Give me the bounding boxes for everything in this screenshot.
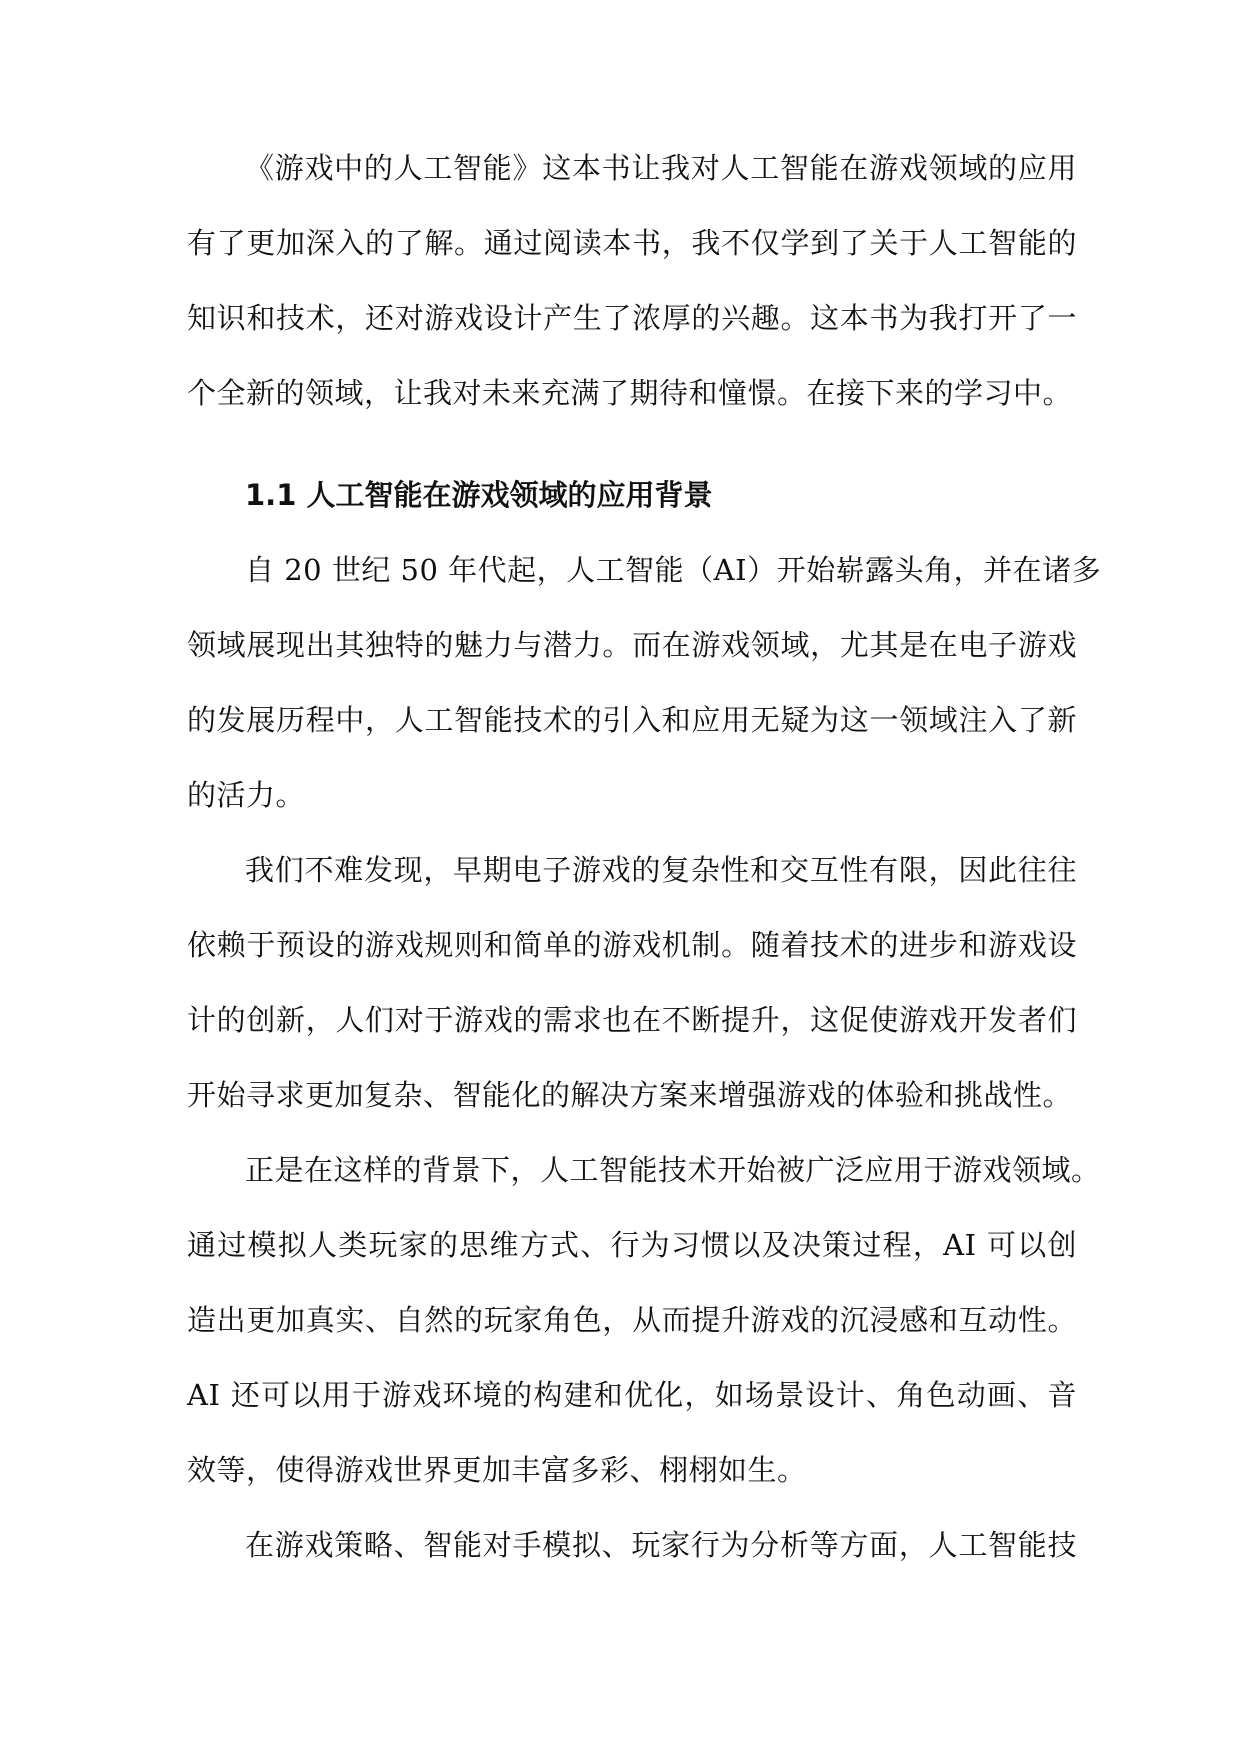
text-line: 依赖于预设的游戏规则和简单的游戏机制。随着技术的进步和游戏设 [187,928,1077,962]
paragraph-4 [187,1508,1077,1583]
text-line: AI 还可以用于游戏环境的构建和优化，如场景设计、角色动画、音 [187,1378,1077,1412]
paragraph-3 [187,1133,1101,1508]
text-line: 造出更加真实、自然的玩家角色，从而提升游戏的沉浸感和互动性。 [187,1303,1077,1337]
text-line: 个全新的领域，让我对未来充满了期待和憧憬。在接下来的学习中。 [187,376,1073,410]
text-line: 在游戏策略、智能对手模拟、玩家行为分析等方面，人工智能技 [245,1528,1077,1562]
text-line: 我们不难发现，早期电子游戏的复杂性和交互性有限，因此往往 [245,853,1077,887]
text-line: 领域展现出其独特的魅力与潜力。而在游戏领域，尤其是在电子游戏 [187,628,1077,662]
section-heading: 1.1 人工智能在游戏领域的应用背景 [245,478,713,512]
text-line: 知识和技术，还对游戏设计产生了浓厚的兴趣。这本书为我打开了一 [187,301,1077,335]
text-line: 的活力。 [187,778,306,812]
paragraph-1 [187,533,1102,833]
document-body [187,131,1102,1583]
text-line: 通过模拟人类玩家的思维方式、行为习惯以及决策过程，AI 可以创 [187,1228,1077,1262]
text-line: 的发展历程中，人工智能技术的引入和应用无疑为这一领域注入了新 [187,703,1077,737]
text-line: 《游戏中的人工智能》这本书让我对人工智能在游戏领域的应用 [245,151,1077,185]
text-line: 计的创新，人们对于游戏的需求也在不断提升，这促使游戏开发者们 [187,1003,1077,1037]
paragraph-2 [187,833,1077,1133]
text-line: 效等，使得游戏世界更加丰富多彩、栩栩如生。 [187,1453,807,1487]
text-line: 正是在这样的背景下，人工智能技术开始被广泛应用于游戏领域。 [245,1153,1101,1187]
paragraph-intro [187,131,1077,431]
text-line: 开始寻求更加复杂、智能化的解决方案来增强游戏的体验和挑战性。 [187,1078,1073,1112]
text-line: 自 20 世纪 50 年代起，人工智能（AI）开始崭露头角，并在诸多 [245,553,1102,587]
text-line: 有了更加深入的了解。通过阅读本书，我不仅学到了关于人工智能的 [187,226,1077,260]
